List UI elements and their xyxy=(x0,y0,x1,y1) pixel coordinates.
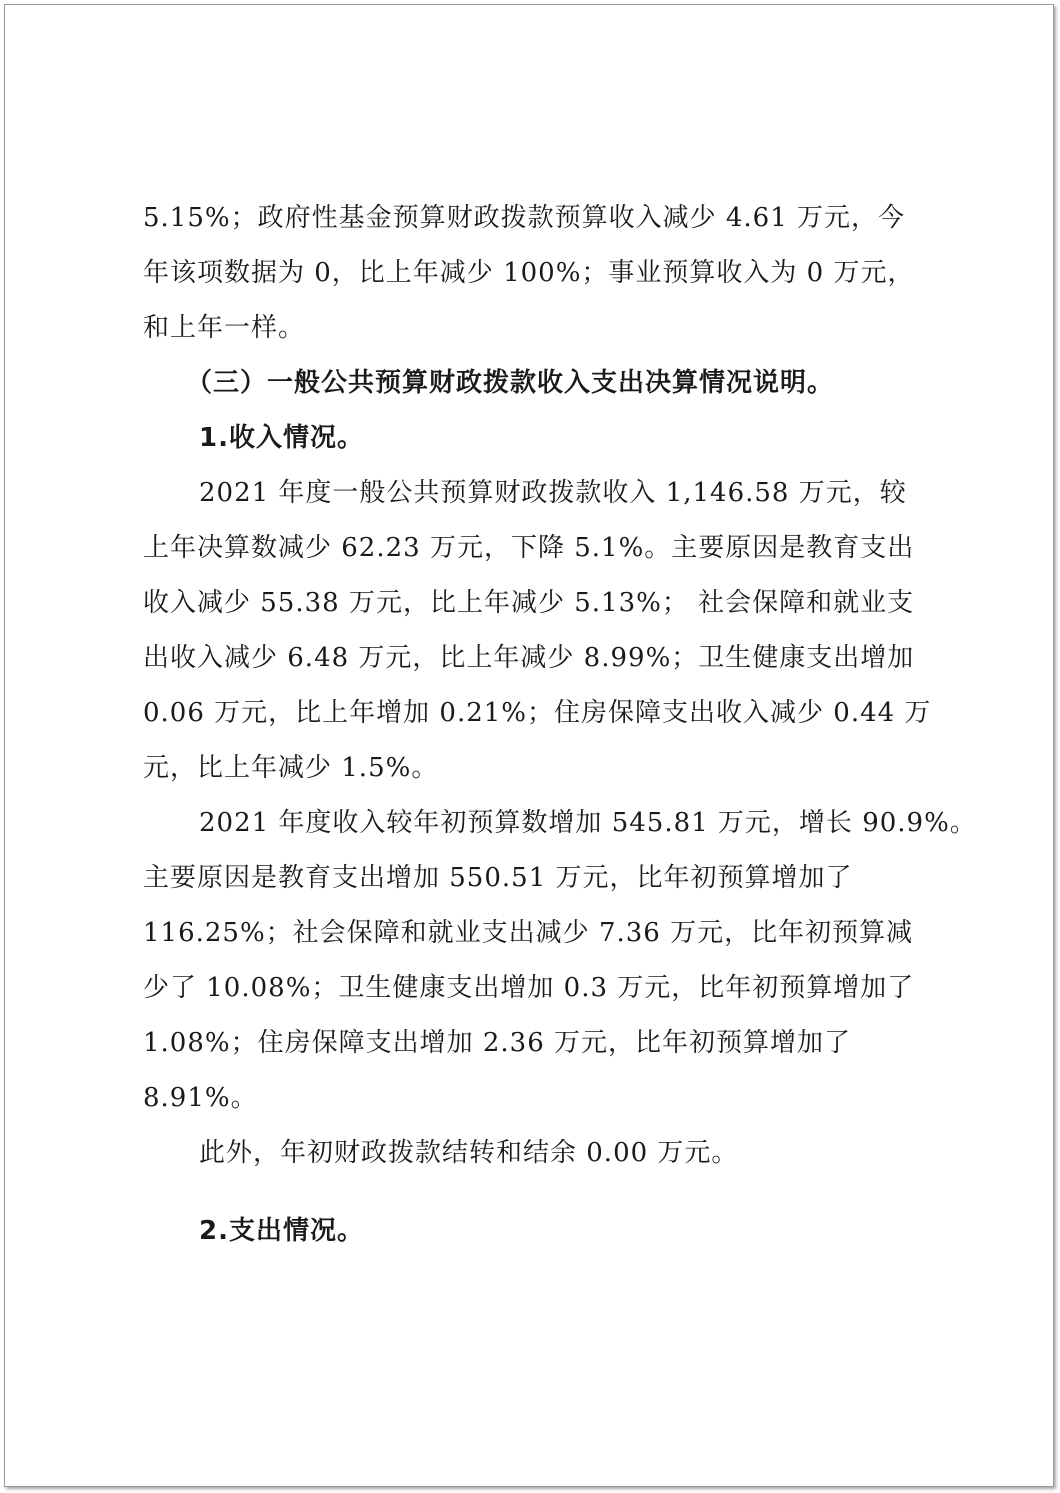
paragraph-1-line-2: 年该项数据为 0，比上年减少 100%；事业预算收入为 0 万元， xyxy=(143,258,915,288)
paragraph-1-line-3: 和上年一样。 xyxy=(143,313,306,343)
paragraph-3-line-1: 2021 年度收入较年初预算数增加 545.81 万元，增长 90.9%。 xyxy=(199,808,977,838)
paragraph-3-line-4: 少了 10.08%；卫生健康支出增加 0.3 万元，比年初预算增加了 xyxy=(143,973,915,1003)
paragraph-2-line-2: 上年决算数减少 62.23 万元，下降 5.1%。主要原因是教育支出 xyxy=(143,533,915,563)
paragraph-3-line-3: 116.25%；社会保障和就业支出减少 7.36 万元，比年初预算减 xyxy=(143,918,914,948)
subsection-income-heading: 1.收入情况。 xyxy=(199,423,364,453)
paragraph-2-line-5: 0.06 万元，比上年增加 0.21%；住房保障支出收入减少 0.44 万 xyxy=(143,698,932,728)
paragraph-2-line-1: 2021 年度一般公共预算财政拨款收入 1,146.58 万元，较 xyxy=(199,478,907,508)
paragraph-4: 此外，年初财政拨款结转和结余 0.00 万元。 xyxy=(199,1138,739,1168)
paragraph-1-line-1: 5.15%；政府性基金预算财政拨款预算收入减少 4.61 万元，今 xyxy=(143,203,906,233)
section-heading: （三）一般公共预算财政拨款收入支出决算情况说明。 xyxy=(186,368,835,398)
paragraph-3-line-6: 8.91%。 xyxy=(143,1083,258,1113)
paragraph-2-line-6: 元，比上年减少 1.5%。 xyxy=(143,753,439,783)
paragraph-2-line-3: 收入减少 55.38 万元，比上年减少 5.13%； 社会保障和就业支 xyxy=(143,588,915,618)
paragraph-2-line-4: 出收入减少 6.48 万元，比上年减少 8.99%；卫生健康支出增加 xyxy=(143,643,915,673)
subsection-expense-heading: 2.支出情况。 xyxy=(199,1216,364,1246)
paragraph-3-line-5: 1.08%；住房保障支出增加 2.36 万元，比年初预算增加了 xyxy=(143,1028,852,1058)
paragraph-3-line-2: 主要原因是教育支出增加 550.51 万元，比年初预算增加了 xyxy=(143,863,853,893)
